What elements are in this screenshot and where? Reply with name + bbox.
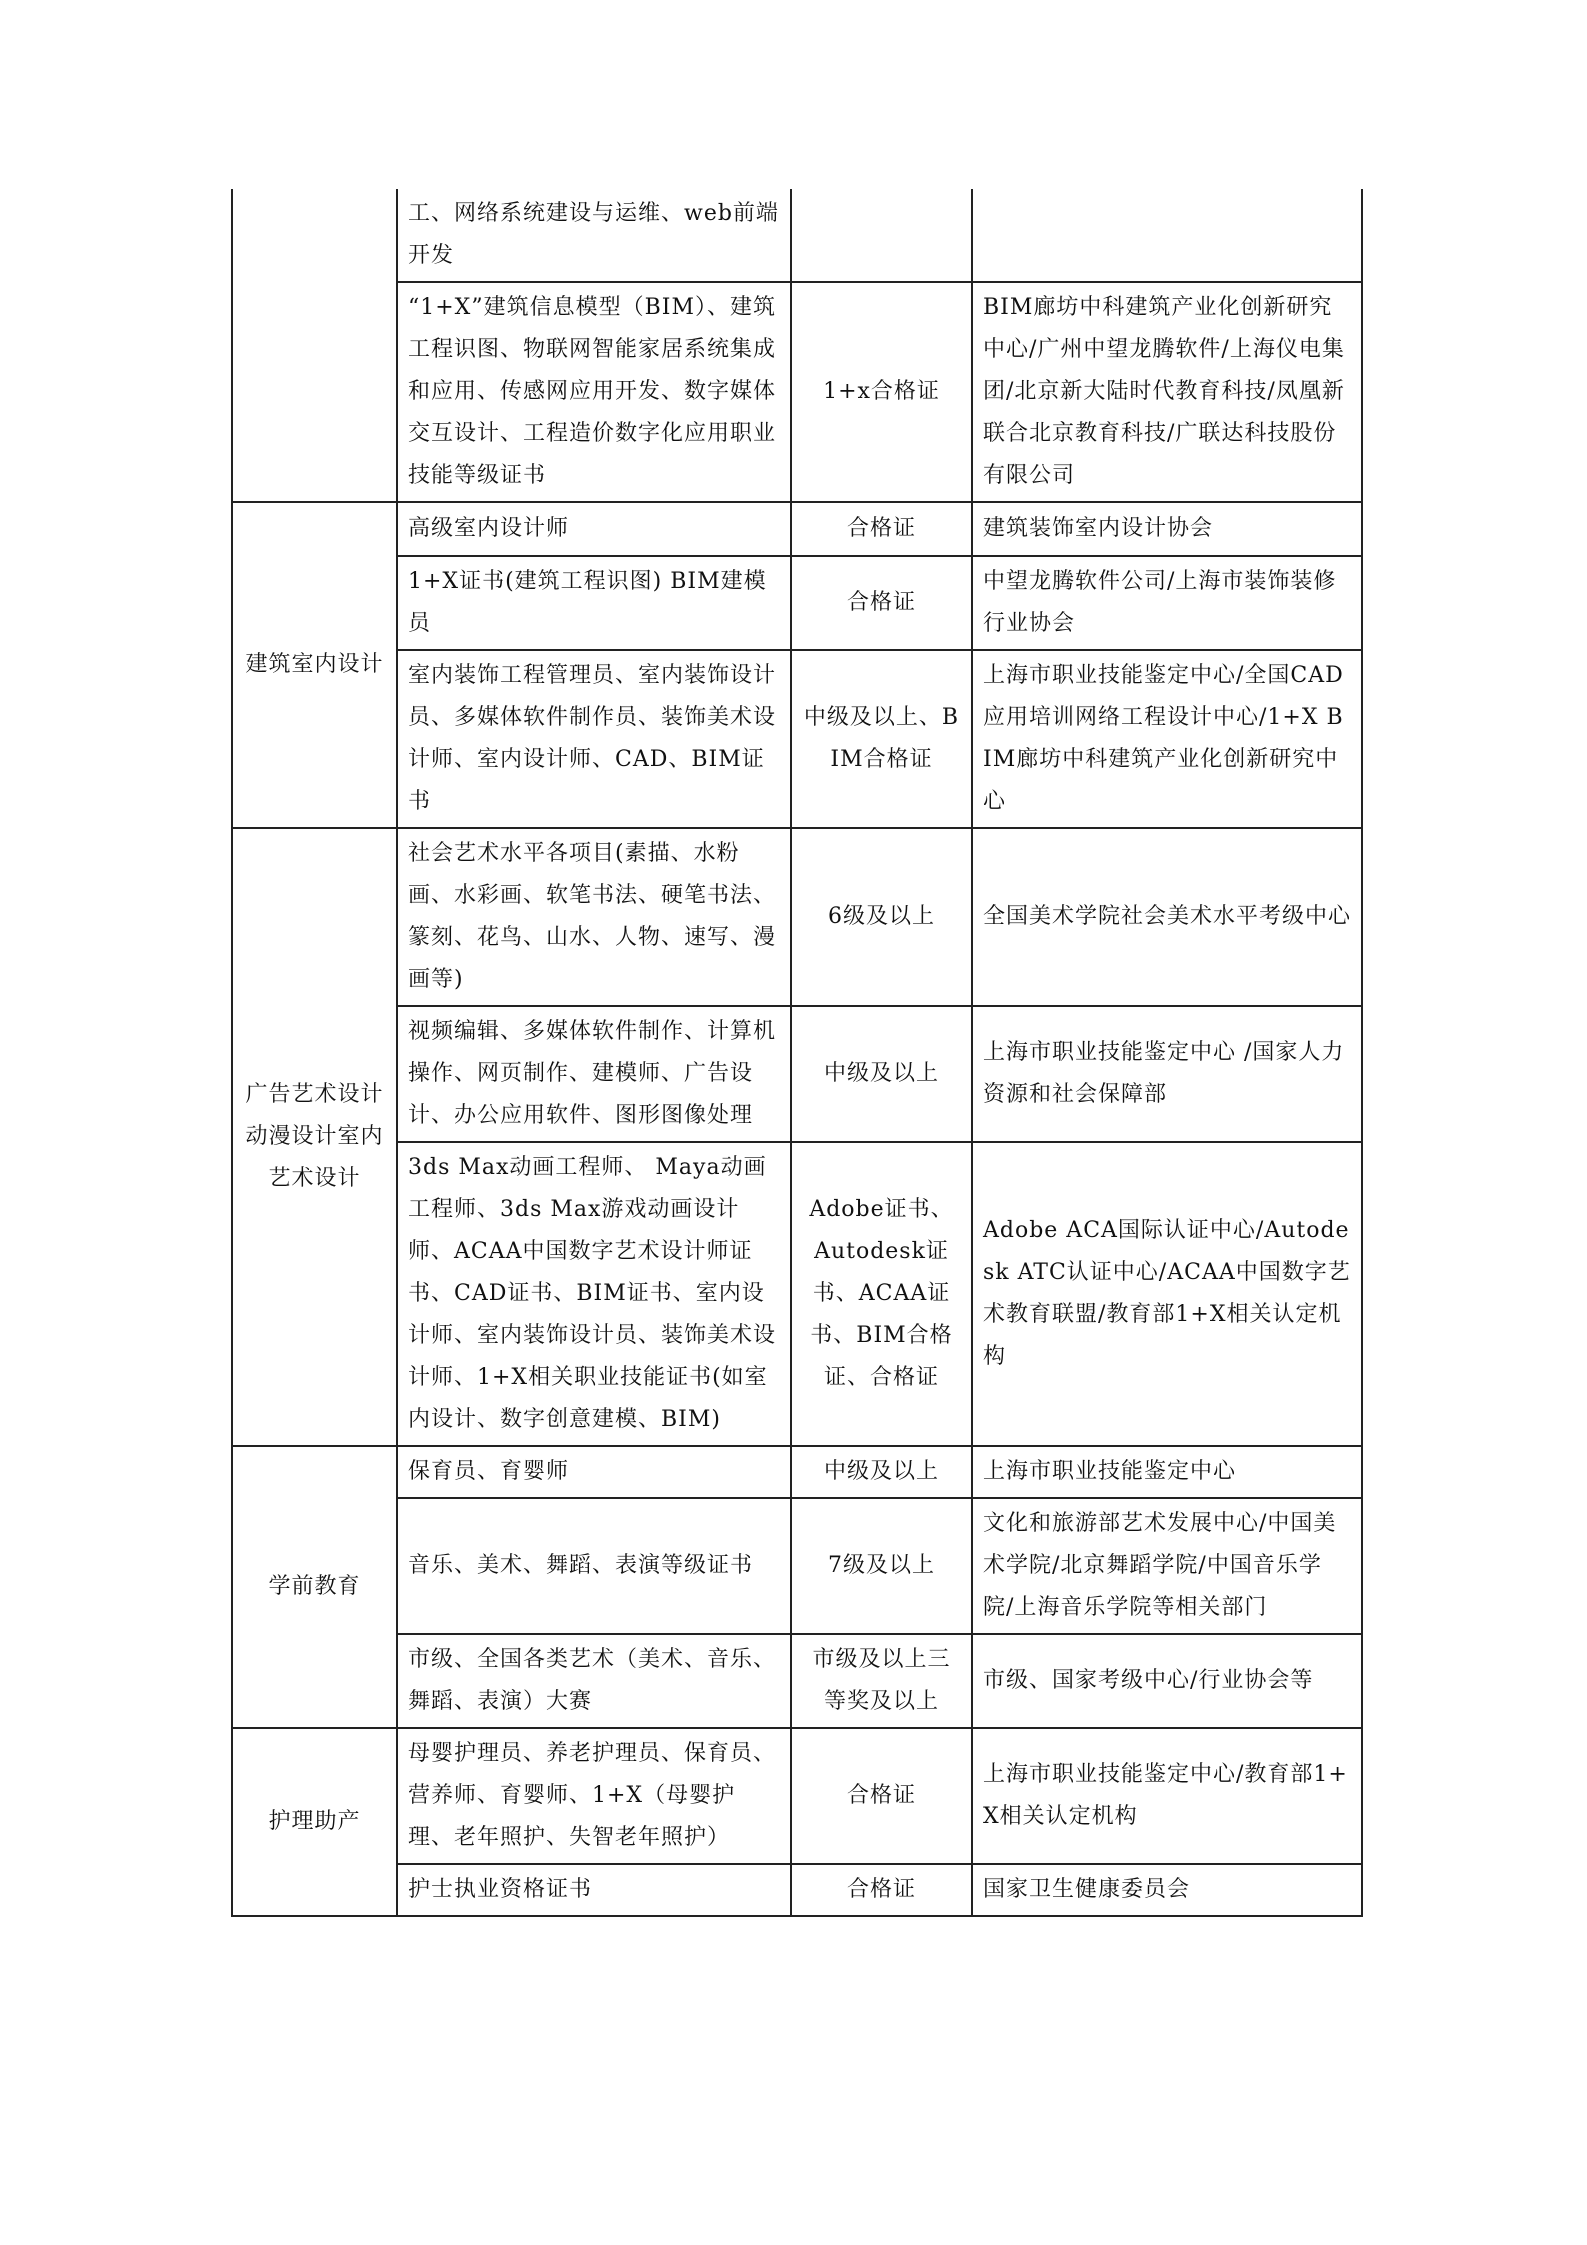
issuing-org-cell: 中望龙腾软件公司/上海市装饰装修行业协会	[972, 556, 1362, 650]
table-row	[232, 828, 1362, 1006]
table-row	[232, 1006, 1362, 1142]
issuing-org-cell: 上海市职业技能鉴定中心 /国家人力资源和社会保障部	[972, 1006, 1362, 1142]
certificate-item-cell: 工、网络系统建设与运维、web前端开发	[397, 189, 791, 282]
certificate-item-cell: 母婴护理员、养老护理员、保育员、营养师、育婴师、1+X（母婴护理、老年照护、失智老年照护）	[397, 1728, 791, 1864]
table-row	[232, 650, 1362, 828]
table-row	[232, 1446, 1362, 1498]
table-row	[232, 1142, 1362, 1446]
table-row	[232, 189, 1362, 282]
table-row	[232, 282, 1362, 502]
issuing-org-cell: 文化和旅游部艺术发展中心/中国美术学院/北京舞蹈学院/中国音乐学院/上海音乐学院等相关部门	[972, 1498, 1362, 1634]
level-cell: 中级及以上	[791, 1446, 972, 1498]
table-row	[232, 1498, 1362, 1634]
certificate-item-cell: 1+X证书(建筑工程识图) BIM建模员	[397, 556, 791, 650]
level-cell: 7级及以上	[791, 1498, 972, 1634]
level-cell: 合格证	[791, 1864, 972, 1916]
level-cell: 合格证	[791, 502, 972, 556]
major-cell: 学前教育	[232, 1446, 397, 1728]
certificate-item-cell: 视频编辑、多媒体软件制作、计算机操作、网页制作、建模师、广告设计、办公应用软件、图形图像处理	[397, 1006, 791, 1142]
certificate-item-cell: 市级、全国各类艺术（美术、音乐、舞蹈、表演）大赛	[397, 1634, 791, 1728]
level-cell: 6级及以上	[791, 828, 972, 1006]
certificate-item-cell: 保育员、育婴师	[397, 1446, 791, 1498]
certificate-item-cell: 护士执业资格证书	[397, 1864, 791, 1916]
issuing-org-cell: 上海市职业技能鉴定中心	[972, 1446, 1362, 1498]
table-row	[232, 502, 1362, 556]
level-cell: 中级及以上	[791, 1006, 972, 1142]
major-cell: 护理助产	[232, 1728, 397, 1916]
major-cell: 广告艺术设计动漫设计室内艺术设计	[232, 828, 397, 1446]
level-cell: 1+x合格证	[791, 282, 972, 502]
level-cell: 市级及以上三等奖及以上	[791, 1634, 972, 1728]
level-cell: 中级及以上、BIM合格证	[791, 650, 972, 828]
issuing-org-cell: BIM廊坊中科建筑产业化创新研究中心/广州中望龙腾软件/上海仪电集团/北京新大陆时代教育科技/凤凰新联合北京教育科技/广联达科技股份有限公司	[972, 282, 1362, 502]
major-cell	[232, 189, 397, 502]
issuing-org-cell: 市级、国家考级中心/行业协会等	[972, 1634, 1362, 1728]
certificate-table	[231, 189, 1363, 1917]
table-row	[232, 1864, 1362, 1916]
issuing-org-cell: 上海市职业技能鉴定中心/全国CAD应用培训网络工程设计中心/1+X BIM廊坊中科建筑产业化创新研究中心	[972, 650, 1362, 828]
certificate-item-cell: 高级室内设计师	[397, 502, 791, 556]
issuing-org-cell	[972, 189, 1362, 282]
issuing-org-cell: 国家卫生健康委员会	[972, 1864, 1362, 1916]
issuing-org-cell: 建筑装饰室内设计协会	[972, 502, 1362, 556]
level-cell: Adobe证书、Autodesk证书、ACAA证书、BIM合格证、合格证	[791, 1142, 972, 1446]
issuing-org-cell: Adobe ACA国际认证中心/Autodesk ATC认证中心/ACAA中国数字艺术教育联盟/教育部1+X相关认定机构	[972, 1142, 1362, 1446]
table-row	[232, 556, 1362, 650]
certificate-item-cell: 3ds Max动画工程师、 Maya动画工程师、3ds Max游戏动画设计师、ACAA中国数字艺术设计师证书、CAD证书、BIM证书、室内设计师、室内装饰设计员、装饰美术设计师、1+X相关职业技能证书(如室内设计、数字创意建模、BIM)	[397, 1142, 791, 1446]
certificate-item-cell: 室内装饰工程管理员、室内装饰设计员、多媒体软件制作员、装饰美术设计师、室内设计师、CAD、BIM证书	[397, 650, 791, 828]
certificate-item-cell: “1+X”建筑信息模型（BIM）、建筑工程识图、物联网智能家居系统集成和应用、传感网应用开发、数字媒体交互设计、工程造价数字化应用职业技能等级证书	[397, 282, 791, 502]
level-cell	[791, 189, 972, 282]
certificate-item-cell: 音乐、美术、舞蹈、表演等级证书	[397, 1498, 791, 1634]
level-cell: 合格证	[791, 1728, 972, 1864]
table-row	[232, 1728, 1362, 1864]
table-row	[232, 1634, 1362, 1728]
major-cell: 建筑室内设计	[232, 502, 397, 828]
issuing-org-cell: 上海市职业技能鉴定中心/教育部1+X相关认定机构	[972, 1728, 1362, 1864]
level-cell: 合格证	[791, 556, 972, 650]
issuing-org-cell: 全国美术学院社会美术水平考级中心	[972, 828, 1362, 1006]
certificate-item-cell: 社会艺术水平各项目(素描、水粉画、水彩画、软笔书法、硬笔书法、篆刻、花鸟、山水、人物、速写、漫画等)	[397, 828, 791, 1006]
